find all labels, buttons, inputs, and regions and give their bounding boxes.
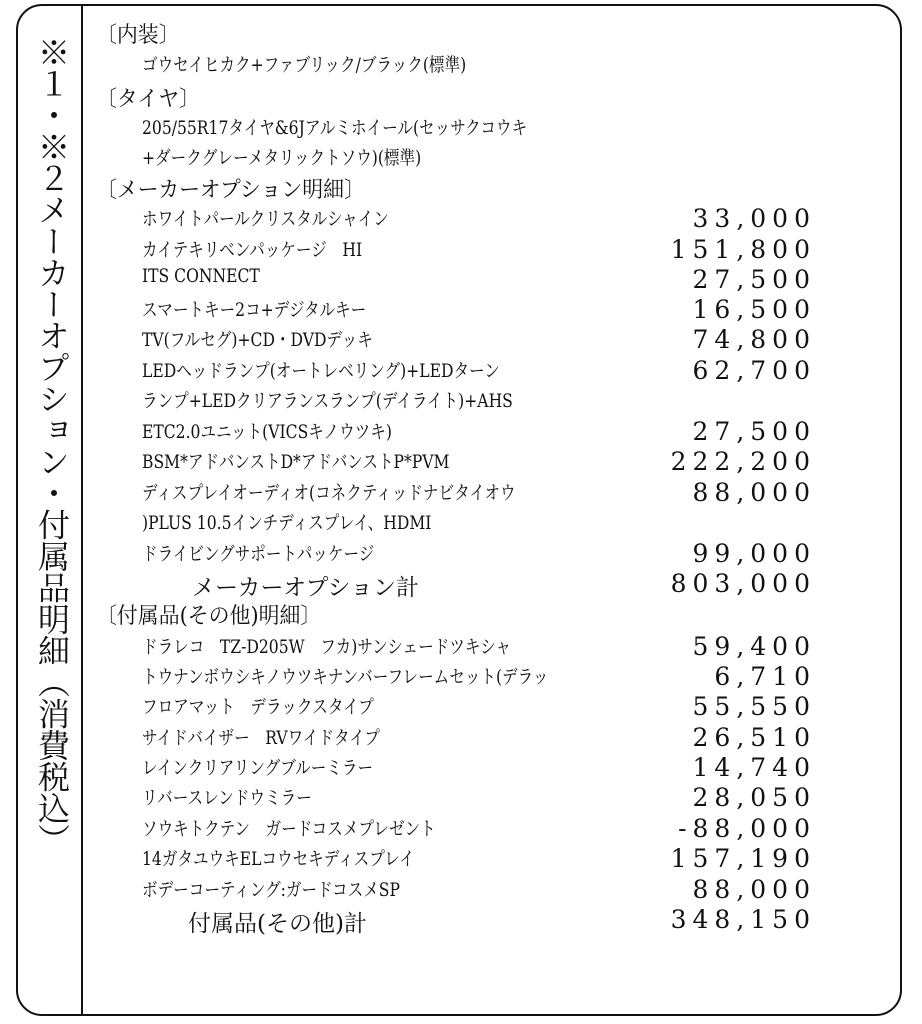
option-name: カイテキリベンパッケージ HI <box>142 239 363 261</box>
maker-options-header-row <box>96 173 816 203</box>
accessory-name: トウナンボウシキノウツキナンバーフレームセット(デラッ <box>142 666 549 688</box>
option-name: ディスプレイオーディオ(コネクティッドナビタイオウ <box>142 482 516 504</box>
option-amount: 151,800 <box>670 235 816 264</box>
option-amount: 33,000 <box>692 204 816 233</box>
total-label: メーカーオプション計 <box>192 575 420 601</box>
accessory-amount: 88,000 <box>692 875 816 904</box>
option-amount: 27,500 <box>692 265 816 294</box>
accessory-row <box>96 632 816 662</box>
option-row <box>96 356 816 386</box>
spec-text: 205/55R17タイヤ&6Jアルミホイール(セッサクコウキ <box>142 117 528 139</box>
tire-header-row <box>96 82 816 112</box>
accessory-amount: 157,190 <box>670 844 816 873</box>
option-name: LEDヘッドランプ(オートレベリング)+LEDターン <box>142 360 500 382</box>
option-row <box>96 508 816 538</box>
section-header: 〔付属品(その他)明細〕 <box>96 604 322 629</box>
accessory-row <box>96 814 816 844</box>
option-name: TV(フルセグ)+CD・DVDデッキ <box>142 329 373 351</box>
accessory-row <box>96 875 816 905</box>
option-amount: 74,800 <box>692 325 816 354</box>
accessories-header-row <box>96 599 816 629</box>
accessory-row <box>96 844 816 874</box>
accessory-amount: -88,000 <box>678 814 816 843</box>
option-name: ランプ+LEDクリアランスランプ(デイライト)+AHS <box>142 390 513 412</box>
accessory-name: ドラレコ TZ-D205W フカ)サンシェードツキシャ <box>142 636 512 658</box>
interior-header-row <box>96 18 816 48</box>
accessory-row <box>96 662 816 692</box>
option-name: ドライビングサポートパッケージ <box>142 543 375 565</box>
accessory-amount: 26,510 <box>692 723 816 752</box>
section-header: 〔内装〕 <box>96 23 180 48</box>
maker-options-total-row <box>96 569 816 599</box>
option-amount: 62,700 <box>692 356 816 385</box>
option-amount: 88,000 <box>692 478 816 507</box>
option-row <box>96 417 816 447</box>
accessory-name: レインクリアリングブルーミラー <box>142 757 374 779</box>
option-amount: 27,500 <box>692 417 816 446</box>
total-label: 付属品(その他)計 <box>188 911 367 937</box>
accessory-name: リバースレンドウミラー <box>142 787 312 809</box>
accessory-name: サイドバイザー RVワイドタイプ <box>142 727 380 749</box>
tire-line <box>96 113 816 143</box>
accessory-amount: 28,050 <box>692 783 816 812</box>
option-row <box>96 295 816 325</box>
option-name: ホワイトパールクリスタルシャイン <box>142 208 389 230</box>
accessory-name: ボデーコーティング:ガードコスメSP <box>142 879 400 901</box>
accessory-amount: 14,740 <box>692 753 816 782</box>
option-name: ETC2.0ユニット(VICSキノウツキ) <box>142 421 392 443</box>
section-header: 〔メーカーオプション明細〕 <box>96 178 365 203</box>
option-row <box>96 325 816 355</box>
accessory-row <box>96 753 816 783</box>
total-amount: 803,000 <box>670 569 816 598</box>
accessory-amount: 55,550 <box>692 692 816 721</box>
option-name: BSM*アドバンストD*アドバンストP*PVM <box>142 451 450 473</box>
accessories-total-row <box>96 905 816 935</box>
interior-line <box>96 50 816 80</box>
option-amount: 16,500 <box>692 295 816 324</box>
section-header: 〔タイヤ〕 <box>96 87 201 112</box>
spec-text: ゴウセイヒカク+ファブリック/ブラック(標準) <box>142 54 467 76</box>
option-row <box>96 478 816 508</box>
accessory-name: ソウキトクテン ガードコスメプレゼント <box>142 818 436 840</box>
option-name: )PLUS 10.5インチディスプレイ、HDMI <box>142 512 432 534</box>
column-divider <box>81 4 83 1016</box>
accessory-row <box>96 723 816 753</box>
detail-list <box>96 0 816 1024</box>
total-amount: 348,150 <box>670 905 816 934</box>
side-title: ※１・※２メーカーオプション・付属品明細（消費税込） <box>33 36 71 855</box>
option-row <box>96 447 816 477</box>
option-row <box>96 204 816 234</box>
option-row <box>96 539 816 569</box>
option-row <box>96 386 816 416</box>
tire-line <box>96 143 816 173</box>
accessory-name: フロアマット デラックスタイプ <box>142 696 374 718</box>
option-amount: 222,200 <box>670 447 816 476</box>
option-row <box>96 265 816 295</box>
accessory-row <box>96 692 816 722</box>
option-name: スマートキー2コ+デジタルキー <box>142 299 367 321</box>
accessory-amount: 6,710 <box>714 662 816 691</box>
option-row <box>96 235 816 265</box>
accessory-name: 14ガタユウキELコウセキディスプレイ <box>142 848 415 870</box>
accessory-row <box>96 783 816 813</box>
accessory-amount: 59,400 <box>692 632 816 661</box>
option-amount: 99,000 <box>692 539 816 568</box>
option-name: ITS CONNECT <box>142 265 260 287</box>
spec-text: +ダークグレーメタリックトソウ)(標準) <box>142 147 422 169</box>
